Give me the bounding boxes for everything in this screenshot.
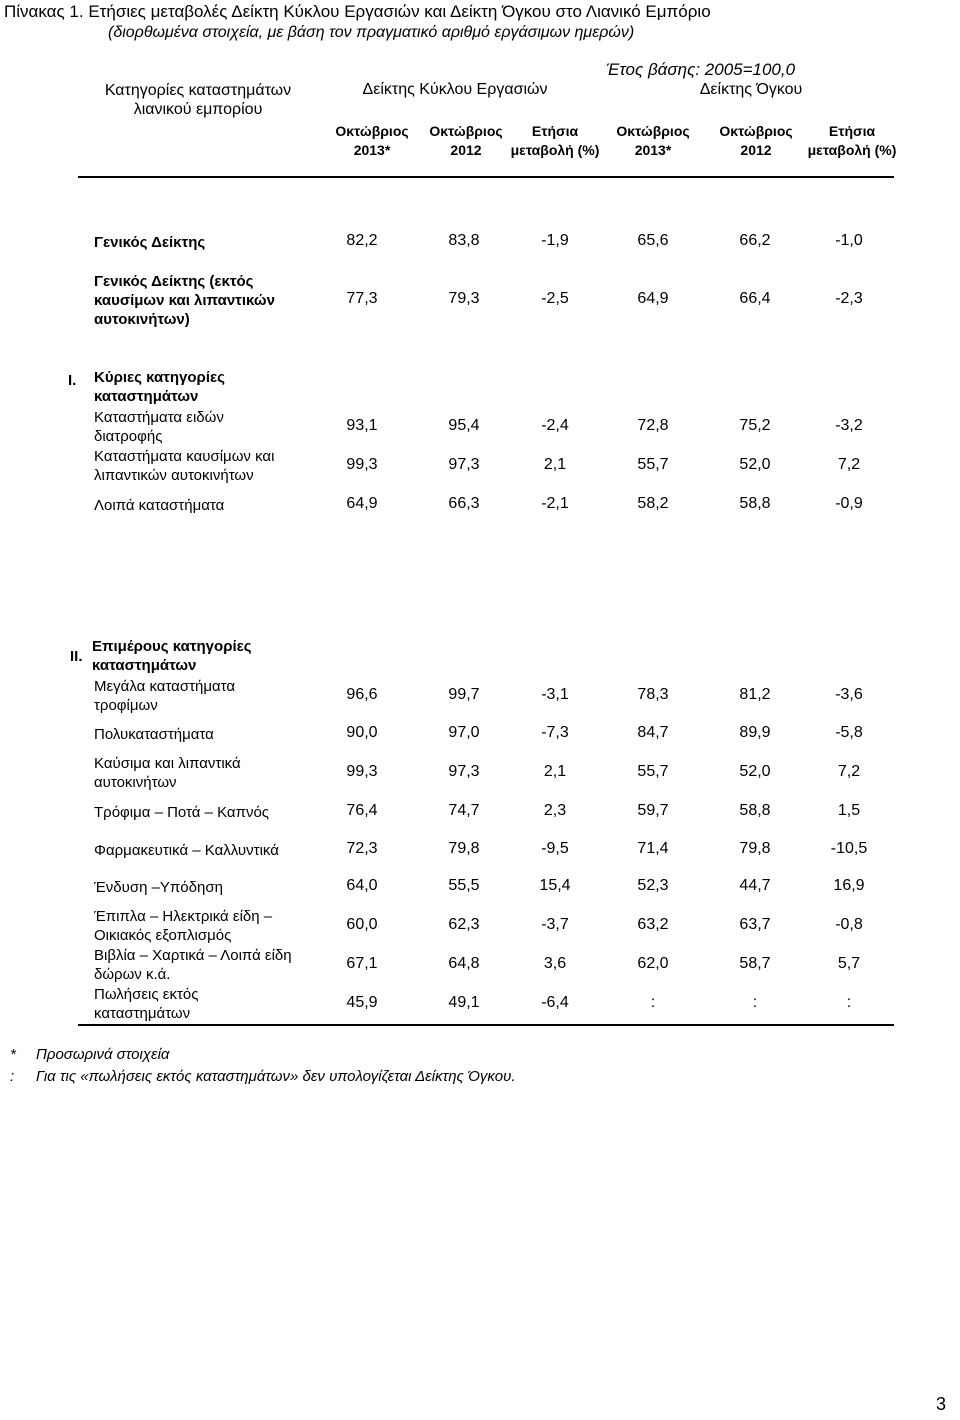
table-cell: 99,3 <box>346 763 378 780</box>
row-label: Φαρμακευτικά – Καλλυντικά <box>94 841 279 859</box>
table-cell: 59,7 <box>637 802 669 819</box>
table-cell: 2,3 <box>543 802 567 819</box>
table-cell: : <box>846 994 852 1011</box>
table-cell: 97,3 <box>448 456 480 473</box>
table-cell: 67,1 <box>346 955 378 972</box>
row-label: Καταστήματα καυσίμων και λιπαντικών αυτοκινήτων <box>94 448 275 484</box>
table-cell: -9,5 <box>541 840 569 857</box>
table-cell: -10,5 <box>830 840 868 857</box>
table-cell: 44,7 <box>739 877 771 894</box>
table-cell: 5,7 <box>837 955 861 972</box>
table-cell: -3,2 <box>835 417 863 434</box>
table-cell: 16,9 <box>833 877 865 894</box>
table-cell: 75,2 <box>739 417 771 434</box>
table-cell: 55,7 <box>637 456 669 473</box>
table-cell: 72,3 <box>346 840 378 857</box>
table-cell: 93,1 <box>346 417 378 434</box>
table-cell: -3,1 <box>541 686 569 703</box>
table-subtitle: (διορθωμένα στοιχεία, με βάση τον πραγματικό αριθμό εργάσιμων ημερών) <box>108 24 635 41</box>
table-cell: -0,9 <box>835 495 863 512</box>
col-oct2013-volume: Οκτώβριος 2013* <box>616 123 690 158</box>
table-cell: 62,0 <box>637 955 669 972</box>
table-cell: 52,3 <box>637 877 669 894</box>
row-label: Πολυκαταστήματα <box>94 725 214 743</box>
section-roman: II. <box>70 648 83 665</box>
table-cell: -2,4 <box>541 417 569 434</box>
header-rule <box>78 176 894 178</box>
categories-header: Κατηγορίες καταστημάτων λιανικού εμπορίου <box>104 82 292 118</box>
table-cell: -3,6 <box>835 686 863 703</box>
table-cell: 2,1 <box>543 456 567 473</box>
section-roman: I. <box>68 372 77 389</box>
table-cell: 97,0 <box>448 724 480 741</box>
table-cell: 79,8 <box>739 840 771 857</box>
table-cell: 52,0 <box>739 763 771 780</box>
table-cell: 83,8 <box>448 232 480 249</box>
table-cell: 99,3 <box>346 456 378 473</box>
table-cell: : <box>650 994 656 1011</box>
table-cell: 81,2 <box>739 686 771 703</box>
table-cell: 66,3 <box>448 495 480 512</box>
row-label: Καταστήματα ειδών διατροφής <box>94 409 224 445</box>
row-label: Ένδυση –Υπόδηση <box>94 878 223 896</box>
col-change-volume: Ετήσια μεταβολή (%) <box>807 123 897 158</box>
row-label: Τρόφιμα – Ποτά – Καπνός <box>94 803 270 821</box>
table-cell: 1,5 <box>837 802 861 819</box>
volume-index-header: Δείκτης Όγκου <box>699 81 803 98</box>
table-cell: -7,3 <box>541 724 569 741</box>
table-cell: 60,0 <box>346 916 378 933</box>
section-label: Κύριες κατηγορίες καταστημάτων <box>94 369 225 405</box>
table-cell: 66,2 <box>739 232 771 249</box>
table-cell: 72,8 <box>637 417 669 434</box>
table-cell: 65,6 <box>637 232 669 249</box>
row-label: Πωλήσεις εκτός καταστημάτων <box>94 986 199 1022</box>
table-cell: -2,3 <box>835 290 863 307</box>
table-cell: 96,6 <box>346 686 378 703</box>
table-cell: 90,0 <box>346 724 378 741</box>
table-cell: 15,4 <box>539 877 571 894</box>
table-cell: 62,3 <box>448 916 480 933</box>
footnote-text: Προσωρινά στοιχεία <box>36 1046 170 1063</box>
table-cell: 76,4 <box>346 802 378 819</box>
col-change-turnover: Ετήσια μεταβολή (%) <box>510 123 600 158</box>
section-label: Επιμέρους κατηγορίες καταστημάτων <box>92 638 252 674</box>
row-label: Έπιπλα – Ηλεκτρικά είδη – Οικιακός εξοπλισμός <box>94 908 273 944</box>
table-cell: -2,1 <box>541 495 569 512</box>
table-cell: 79,8 <box>448 840 480 857</box>
table-cell: 74,7 <box>448 802 480 819</box>
table-cell: 64,0 <box>346 877 378 894</box>
row-label: Γενικός Δείκτης <box>94 233 206 251</box>
table-cell: 58,8 <box>739 495 771 512</box>
row-label: Βιβλία – Χαρτικά – Λοιπά είδη δώρων κ.ά. <box>94 947 292 983</box>
table-bottom-rule <box>78 1024 894 1026</box>
table-cell: 71,4 <box>637 840 669 857</box>
col-oct2012-volume: Οκτώβριος 2012 <box>719 123 793 158</box>
table-cell: 99,7 <box>448 686 480 703</box>
table-cell: 2,1 <box>543 763 567 780</box>
table-cell: 66,4 <box>739 290 771 307</box>
table-cell: -0,8 <box>835 916 863 933</box>
table-cell: 58,7 <box>739 955 771 972</box>
table-cell: 45,9 <box>346 994 378 1011</box>
table-cell: -6,4 <box>541 994 569 1011</box>
row-label: Λοιπά καταστήματα <box>94 496 225 514</box>
table-cell: -3,7 <box>541 916 569 933</box>
table-cell: 82,2 <box>346 232 378 249</box>
table-cell: 49,1 <box>448 994 480 1011</box>
table-title: Πίνακας 1. Ετήσιες μεταβολές Δείκτη Κύκλου Εργασιών και Δείκτη Όγκου στο Λιανικό Εμπόριο <box>4 2 711 21</box>
row-label: Καύσιμα και λιπαντικά αυτοκινήτων <box>94 755 241 791</box>
table-cell: 63,2 <box>637 916 669 933</box>
col-oct2013-turnover: Οκτώβριος 2013* <box>335 123 409 158</box>
footnote-text: Για τις «πωλήσεις εκτός καταστημάτων» δεν υπολογίζεται Δείκτης Όγκου. <box>36 1068 516 1085</box>
turnover-index-header: Δείκτης Κύκλου Εργασιών <box>362 81 548 98</box>
table-cell: 78,3 <box>637 686 669 703</box>
table-cell: -1,0 <box>835 232 863 249</box>
row-label: Μεγάλα καταστήματα τροφίμων <box>94 678 236 714</box>
table-cell: 89,9 <box>739 724 771 741</box>
table-cell: 63,7 <box>739 916 771 933</box>
table-cell: 58,8 <box>739 802 771 819</box>
table-cell: 84,7 <box>637 724 669 741</box>
col-oct2012-turnover: Οκτώβριος 2012 <box>429 123 503 158</box>
table-cell: -5,8 <box>835 724 863 741</box>
row-label: Γενικός Δείκτης (εκτός καυσίμων και λιπαντικών αυτοκινήτων) <box>94 272 275 328</box>
table-cell: 58,2 <box>637 495 669 512</box>
table-cell: 7,2 <box>837 456 861 473</box>
table-cell: 64,9 <box>637 290 669 307</box>
footnote-mark: * <box>10 1046 16 1063</box>
table-cell: 64,8 <box>448 955 480 972</box>
table-cell: 52,0 <box>739 456 771 473</box>
base-year: Έτος βάσης: 2005=100,0 <box>606 60 796 79</box>
table-cell: 7,2 <box>837 763 861 780</box>
table-cell: : <box>752 994 758 1011</box>
table-cell: 77,3 <box>346 290 378 307</box>
table-cell: 79,3 <box>448 290 480 307</box>
table-cell: 55,5 <box>448 877 480 894</box>
table-cell: -1,9 <box>541 232 569 249</box>
table-cell: 55,7 <box>637 763 669 780</box>
table-cell: 64,9 <box>346 495 378 512</box>
footnote-mark: : <box>10 1068 15 1085</box>
table-cell: 95,4 <box>448 417 480 434</box>
table-cell: 3,6 <box>543 955 567 972</box>
table-cell: -2,5 <box>541 290 569 307</box>
table-cell: 97,3 <box>448 763 480 780</box>
page-number: 3 <box>935 1394 946 1414</box>
